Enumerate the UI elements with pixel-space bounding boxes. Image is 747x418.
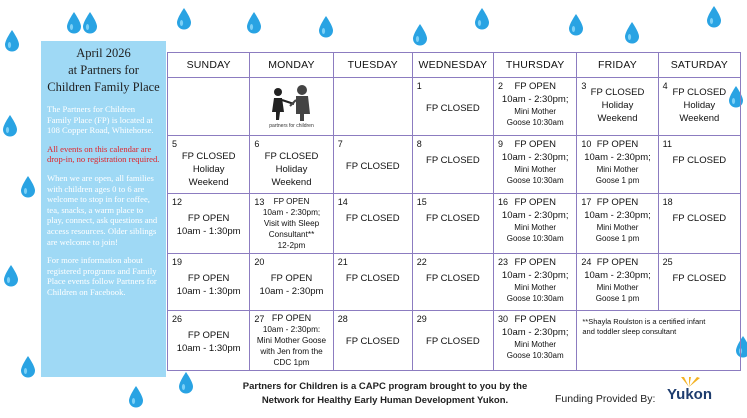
day-status: FP CLOSED bbox=[426, 273, 480, 284]
day-cell-9 bbox=[494, 136, 577, 194]
empty-day-cell bbox=[168, 78, 250, 136]
day-events bbox=[577, 78, 657, 125]
location-text: The Partners for Children Family Place (FP) is located at 108 Copper Road, Whitehorse. bbox=[47, 104, 154, 136]
day-events bbox=[494, 136, 576, 186]
raindrop-icon bbox=[568, 14, 584, 36]
day-note: Weekend bbox=[271, 177, 312, 188]
day-event: Goose 10:30am bbox=[506, 118, 564, 127]
day-event: with Jen from the bbox=[260, 347, 323, 356]
day-status: FP CLOSED bbox=[672, 87, 727, 98]
day-number: 15 bbox=[416, 197, 427, 207]
day-cell-2 bbox=[494, 78, 577, 136]
day-number: 18 bbox=[662, 197, 673, 207]
weekday-header: TUESDAY bbox=[333, 53, 412, 78]
day-status: FP OPEN bbox=[187, 273, 230, 284]
day-number: 16 bbox=[498, 197, 509, 207]
logo-cell bbox=[250, 78, 333, 136]
day-status: FP CLOSED bbox=[426, 213, 480, 224]
day-cell-18 bbox=[658, 194, 740, 254]
day-status: FP CLOSED bbox=[181, 151, 236, 162]
day-hours: 10am - 2:30pm bbox=[259, 286, 324, 297]
day-hours: 10am - 2:30pm; bbox=[501, 152, 569, 163]
weekday-header: SUNDAY bbox=[168, 53, 250, 78]
raindrop-icon bbox=[82, 12, 98, 34]
day-cell-3 bbox=[577, 78, 658, 136]
day-cell-25 bbox=[658, 254, 740, 311]
sidebar-title bbox=[47, 45, 160, 96]
sidebar-title-line: at Partners for bbox=[68, 63, 139, 77]
day-cell-20 bbox=[250, 254, 333, 311]
raindrop-icon bbox=[20, 176, 36, 198]
day-hours: 10am - 1:30pm bbox=[176, 286, 241, 297]
day-status: FP CLOSED bbox=[264, 151, 319, 162]
parent-child-icon bbox=[264, 84, 320, 122]
day-cell-28 bbox=[333, 311, 412, 371]
day-number: 20 bbox=[254, 257, 265, 267]
weekday-header: SATURDAY bbox=[658, 53, 740, 78]
day-events bbox=[659, 78, 740, 125]
day-events bbox=[250, 136, 332, 189]
day-event: Mini Mother bbox=[514, 165, 557, 174]
day-cell-1 bbox=[412, 78, 493, 136]
day-hours: 10am - 2:30pm; bbox=[262, 208, 321, 217]
day-cell-30 bbox=[494, 311, 577, 371]
day-status: FP CLOSED bbox=[672, 213, 727, 224]
sun-rays-icon bbox=[675, 377, 703, 387]
day-status: FP CLOSED bbox=[345, 336, 400, 347]
day-status: FP CLOSED bbox=[426, 103, 480, 114]
raindrop-icon bbox=[706, 6, 722, 28]
day-number: 14 bbox=[337, 197, 348, 207]
day-event: Goose 1 pm bbox=[595, 234, 640, 243]
funding-label: Funding Provided By: bbox=[555, 393, 656, 405]
day-number: 8 bbox=[416, 139, 422, 149]
day-event: Goose 10:30am bbox=[506, 176, 564, 185]
raindrop-icon bbox=[318, 16, 334, 38]
logo-caption: partners for children bbox=[269, 123, 314, 129]
day-cell-4 bbox=[658, 78, 740, 136]
dropin-notice: All events on this calendar are drop-in, no registration required. bbox=[47, 143, 160, 165]
day-cell-8 bbox=[412, 136, 493, 194]
raindrop-icon bbox=[2, 115, 18, 137]
day-event: Goose 1 pm bbox=[595, 294, 640, 303]
day-status: FP OPEN bbox=[187, 213, 230, 224]
footer-line: Network for Healthy Early Human Development Yukon. bbox=[261, 395, 509, 406]
day-event: Mini Mother bbox=[596, 223, 639, 232]
day-note: Holiday bbox=[683, 100, 716, 111]
day-event: Mini Mother bbox=[514, 283, 557, 292]
day-number: 12 bbox=[172, 197, 183, 207]
day-event: Goose 1 pm bbox=[595, 176, 640, 185]
april-calendar bbox=[167, 52, 741, 371]
day-status: FP OPEN bbox=[596, 257, 639, 268]
day-hours: 10am - 2:30pm: bbox=[262, 325, 321, 334]
day-status: FP OPEN bbox=[514, 314, 556, 325]
day-hours: 10am - 2:30pm; bbox=[501, 270, 569, 281]
yukon-wordmark: Yukon bbox=[667, 386, 713, 403]
day-number: 11 bbox=[662, 139, 672, 149]
day-cell-14 bbox=[333, 194, 412, 254]
info-sidebar bbox=[41, 41, 166, 377]
raindrop-icon bbox=[246, 12, 262, 34]
more-info-text: For more information about registered programs and Family Place events follow Partners for Children on Facebook. bbox=[47, 255, 157, 297]
day-hours: 10am - 2:30pm; bbox=[501, 327, 569, 338]
footnote-cell bbox=[577, 311, 741, 371]
day-cell-12 bbox=[168, 194, 250, 254]
week-row bbox=[168, 254, 741, 311]
week-row bbox=[168, 311, 741, 371]
day-event: Consultant** bbox=[268, 230, 315, 239]
day-status: FP OPEN bbox=[514, 197, 556, 208]
day-cell-6 bbox=[250, 136, 333, 194]
footer-credit bbox=[185, 380, 585, 408]
day-number: 3 bbox=[581, 81, 587, 91]
day-status: FP CLOSED bbox=[672, 273, 727, 284]
week-row bbox=[168, 78, 741, 136]
day-note: Holiday bbox=[601, 100, 634, 111]
raindrop-icon bbox=[128, 386, 144, 408]
day-number: 22 bbox=[416, 257, 427, 267]
day-number: 4 bbox=[662, 81, 668, 91]
day-event: 12-2pm bbox=[277, 241, 306, 250]
day-status: FP OPEN bbox=[514, 139, 556, 150]
day-number: 7 bbox=[337, 139, 343, 149]
day-number: 26 bbox=[172, 314, 183, 324]
day-cell-10 bbox=[577, 136, 658, 194]
weekday-header-row bbox=[168, 53, 741, 78]
day-number: 24 bbox=[581, 257, 592, 267]
day-note: Weekend bbox=[679, 113, 720, 124]
day-cell-26 bbox=[168, 311, 250, 371]
day-cell-21 bbox=[333, 254, 412, 311]
footer-line: Partners for Children is a CAPC program brought to you by the bbox=[242, 381, 528, 392]
day-number: 30 bbox=[498, 314, 509, 324]
raindrop-icon bbox=[474, 8, 490, 30]
day-number: 13 bbox=[254, 197, 265, 207]
day-cell-5 bbox=[168, 136, 250, 194]
partners-logo bbox=[250, 78, 332, 129]
day-number: 25 bbox=[662, 257, 673, 267]
weekday-header: MONDAY bbox=[250, 53, 333, 78]
day-hours: 10am - 1:30pm bbox=[176, 343, 241, 354]
day-number: 27 bbox=[254, 314, 265, 324]
day-status: FP CLOSED bbox=[672, 155, 727, 166]
day-event: Mini Mother bbox=[514, 340, 557, 349]
day-cell-24 bbox=[577, 254, 658, 311]
raindrop-icon bbox=[4, 30, 20, 52]
day-status: FP OPEN bbox=[271, 313, 312, 323]
day-event: Mini Mother bbox=[596, 165, 639, 174]
day-event: CDC 1pm bbox=[273, 358, 310, 367]
day-number: 21 bbox=[337, 257, 348, 267]
day-status: FP OPEN bbox=[514, 81, 556, 92]
day-status: FP CLOSED bbox=[345, 213, 400, 224]
day-status: FP OPEN bbox=[187, 330, 230, 341]
day-number: 23 bbox=[498, 257, 509, 267]
day-cell-22 bbox=[412, 254, 493, 311]
day-number: 29 bbox=[416, 314, 427, 324]
day-hours: 10am - 2:30pm; bbox=[501, 210, 569, 221]
raindrop-icon bbox=[20, 356, 36, 378]
sidebar-title-line: Children Family Place bbox=[47, 80, 160, 94]
day-status: FP OPEN bbox=[596, 139, 639, 150]
day-note: Holiday bbox=[192, 164, 225, 175]
day-status: FP OPEN bbox=[514, 257, 556, 268]
raindrop-icon bbox=[3, 265, 19, 287]
day-cell-16 bbox=[494, 194, 577, 254]
day-number: 6 bbox=[254, 139, 260, 149]
day-number: 10 bbox=[581, 139, 592, 149]
week-row bbox=[168, 136, 741, 194]
welcome-text: When we are open, all families with children ages 0 to 6 are welcome to stop in for coffee, tea, snacks, a warm place to play, connect, ask questions and access resources. Older siblings are welcome to join! bbox=[47, 172, 158, 247]
day-event: Goose 10:30am bbox=[506, 351, 564, 360]
day-number: 28 bbox=[337, 314, 348, 324]
weekday-header: FRIDAY bbox=[577, 53, 658, 78]
week-row bbox=[168, 194, 741, 254]
day-number: 19 bbox=[172, 257, 183, 267]
day-number: 1 bbox=[416, 81, 422, 91]
day-status: FP CLOSED bbox=[426, 336, 480, 347]
day-number: 2 bbox=[498, 81, 504, 91]
day-hours: 10am - 2:30pm; bbox=[584, 270, 651, 281]
raindrop-icon bbox=[412, 24, 428, 46]
raindrop-icon bbox=[176, 8, 192, 30]
day-event: Mini Mother bbox=[514, 223, 557, 232]
day-number: 5 bbox=[172, 139, 178, 149]
day-status: FP CLOSED bbox=[345, 161, 400, 172]
day-cell-7 bbox=[333, 136, 412, 194]
day-cell-23 bbox=[494, 254, 577, 311]
day-cell-15 bbox=[412, 194, 493, 254]
sleep-consultant-note: **Shayla Roulston is a certified infant and toddler sleep consultant bbox=[582, 317, 706, 336]
day-status: FP CLOSED bbox=[426, 155, 480, 166]
day-events bbox=[494, 78, 576, 128]
day-cell-27 bbox=[250, 311, 333, 371]
raindrop-icon bbox=[66, 12, 82, 34]
day-note: Holiday bbox=[275, 164, 308, 175]
day-status: FP OPEN bbox=[273, 197, 310, 206]
day-number: 17 bbox=[581, 197, 592, 207]
day-status: FP CLOSED bbox=[590, 87, 645, 98]
yukon-logo bbox=[667, 386, 712, 403]
day-event: Mini Mother bbox=[596, 283, 639, 292]
sidebar-title-line: April 2026 bbox=[76, 46, 131, 60]
day-event: Mini Mother bbox=[514, 107, 557, 116]
day-event: Goose 10:30am bbox=[506, 294, 564, 303]
day-cell-19 bbox=[168, 254, 250, 311]
weekday-header: THURSDAY bbox=[494, 53, 577, 78]
day-hours: 10am - 2:30pm; bbox=[584, 152, 651, 163]
day-note: Weekend bbox=[188, 177, 229, 188]
day-cell-29 bbox=[412, 311, 493, 371]
day-events bbox=[168, 136, 249, 189]
day-hours: 10am - 1:30pm bbox=[176, 226, 241, 237]
day-cell-11 bbox=[658, 136, 740, 194]
day-hours: 10am - 2:30pm; bbox=[584, 210, 651, 221]
empty-day-cell bbox=[333, 78, 412, 136]
day-hours: 10am - 2:30pm; bbox=[501, 94, 569, 105]
weekday-header: WEDNESDAY bbox=[412, 53, 493, 78]
day-status: FP CLOSED bbox=[345, 273, 400, 284]
day-event: Visit with Sleep bbox=[263, 219, 320, 228]
raindrop-icon bbox=[624, 22, 640, 44]
day-number: 9 bbox=[498, 139, 504, 149]
day-cell-17 bbox=[577, 194, 658, 254]
day-event: Goose 10:30am bbox=[506, 234, 564, 243]
day-status: FP OPEN bbox=[270, 273, 313, 284]
day-cell-13 bbox=[250, 194, 333, 254]
day-status: FP OPEN bbox=[596, 197, 639, 208]
day-event: Mini Mother Goose bbox=[256, 336, 327, 345]
day-note: Weekend bbox=[597, 113, 638, 124]
